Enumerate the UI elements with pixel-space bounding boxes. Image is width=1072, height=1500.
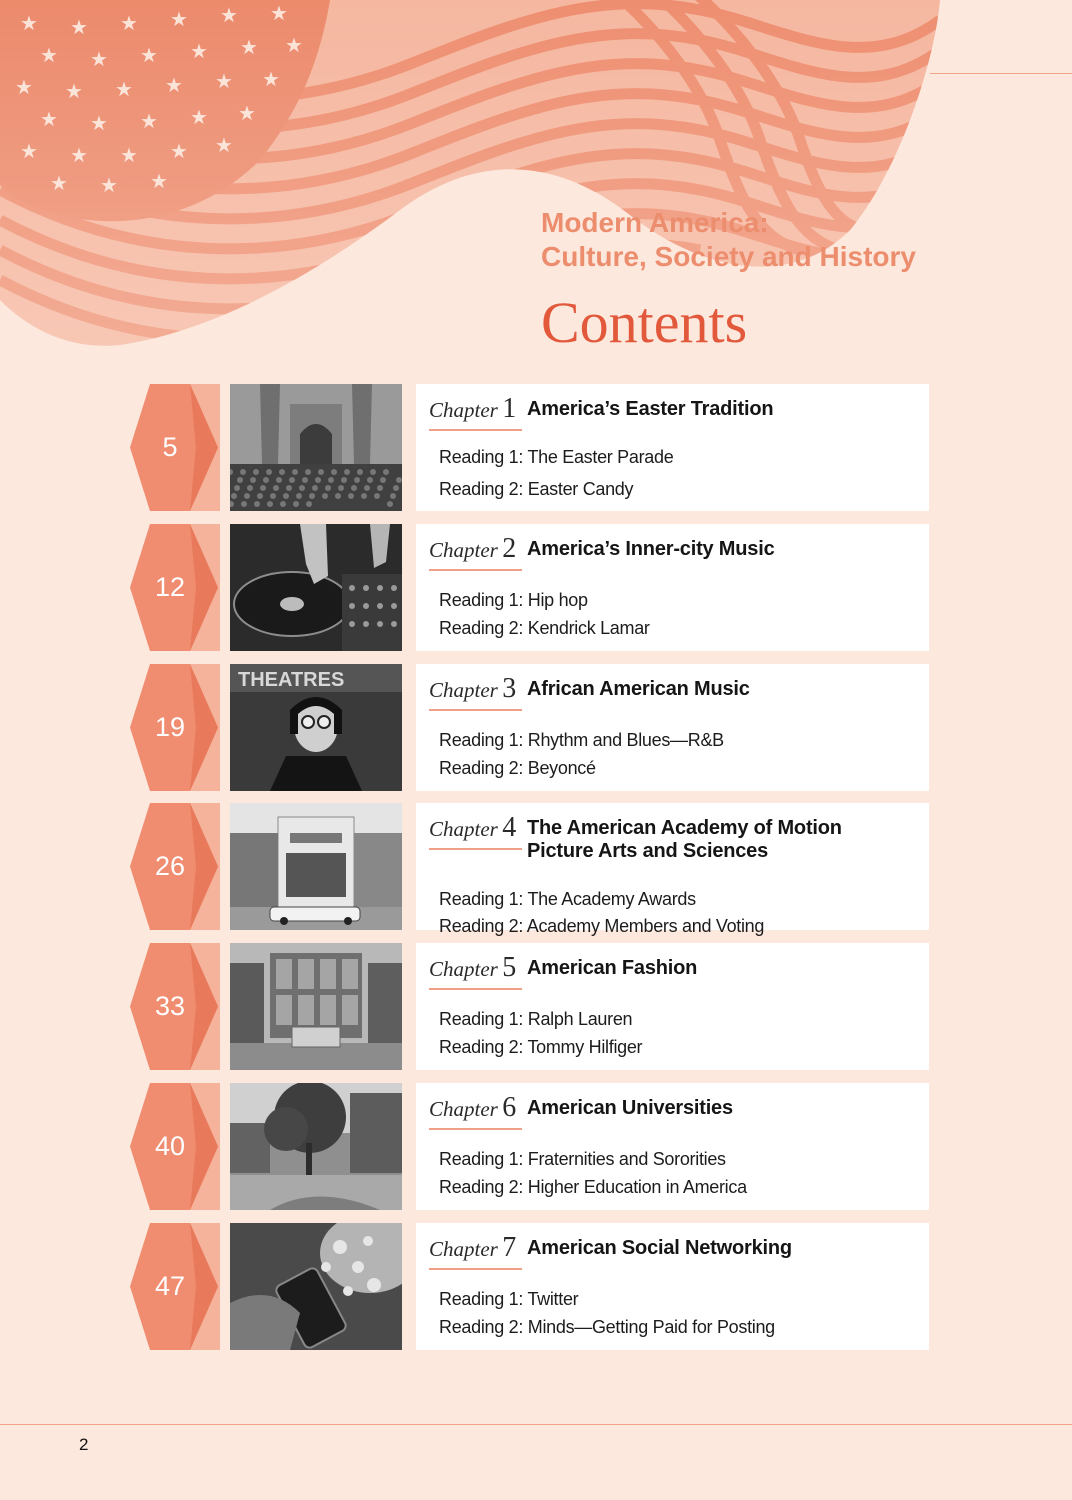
chapter-title: American Fashion	[527, 957, 698, 980]
page-title: Contents	[541, 290, 748, 355]
page-number: 2	[79, 1435, 89, 1454]
chapter-number: 7	[502, 1231, 517, 1263]
page-number-tab: 19	[154, 711, 186, 742]
chapter-card[interactable]	[416, 803, 929, 937]
reading-1[interactable]: Reading 1: The Academy Awards	[439, 889, 696, 910]
reading-1[interactable]: Reading 1: Fraternities and Sororities	[439, 1149, 726, 1169]
reading-2[interactable]: Reading 2: Kendrick Lamar	[439, 617, 650, 638]
chapter-card[interactable]	[416, 943, 929, 1070]
chapter-number: 4	[502, 812, 517, 844]
chapter-number: 1	[502, 393, 517, 424]
smartphone-social-photo	[230, 1223, 402, 1350]
page-number-tab: 26	[154, 851, 186, 882]
reading-1[interactable]: Reading 1: Hip hop	[439, 589, 588, 610]
top-rule	[930, 73, 1072, 74]
page-number-tab: 40	[154, 1131, 186, 1161]
chapter-card[interactable]	[416, 524, 929, 651]
chapter-row	[0, 524, 1072, 651]
chapter-word: Chapter	[429, 1236, 498, 1261]
page-number-tab: 12	[154, 571, 186, 602]
chapter-underline	[429, 569, 522, 571]
chapter-card[interactable]	[416, 384, 929, 511]
chapter-row	[0, 1223, 1072, 1350]
chapter-row	[0, 803, 1072, 937]
reading-1[interactable]: Reading 1: Rhythm and Blues—R&B	[439, 729, 724, 750]
reading-2[interactable]: Reading 2: Easter Candy	[439, 479, 634, 499]
singer-headphones-photo	[230, 664, 402, 791]
chapter-label	[429, 813, 527, 847]
dolby-theatre-photo	[230, 803, 402, 930]
chapter-word: Chapter	[429, 537, 498, 562]
university-campus-photo	[230, 1083, 402, 1210]
chapter-title: American Universities	[527, 1097, 733, 1119]
reading-2[interactable]: Reading 2: Minds—Getting Paid for Posting	[439, 1316, 775, 1337]
chapter-title: The American Academy of Motion Picture Arts and Sciences	[527, 817, 842, 863]
chapter-card[interactable]	[416, 1083, 929, 1210]
chapter-title: America’s Easter Tradition	[527, 398, 774, 420]
chapter-underline	[429, 848, 522, 850]
chapter-word: Chapter	[429, 1097, 498, 1121]
chapter-underline	[429, 988, 522, 990]
chapter-underline	[429, 709, 522, 711]
chapter-number: 5	[502, 952, 517, 984]
cathedral-crowd-photo	[230, 384, 402, 511]
chapter-underline	[429, 1268, 522, 1270]
chapter-label	[429, 1233, 527, 1267]
chapter-number: 6	[502, 1092, 517, 1123]
chapter-title: America’s Inner-city Music	[527, 537, 775, 560]
chapter-title: American Social Networking	[527, 1236, 792, 1259]
dj-turntable-photo	[230, 524, 402, 651]
chapter-word: Chapter	[429, 677, 498, 702]
chapter-underline	[429, 1128, 522, 1130]
chapter-number: 2	[502, 532, 517, 564]
chapter-underline	[429, 429, 522, 431]
subtitle-line-2: Culture, Society and History	[541, 241, 916, 272]
chapter-card[interactable]	[416, 1223, 929, 1350]
reading-2[interactable]: Reading 2: Beyoncé	[439, 757, 596, 778]
svg-text:THEATRES: THEATRES	[238, 668, 345, 691]
clothing-store-photo	[230, 943, 402, 1070]
chapter-number: 3	[502, 672, 517, 704]
chapter-card[interactable]	[416, 664, 929, 791]
chapter-label	[429, 674, 527, 708]
chapter-word: Chapter	[429, 398, 498, 422]
reading-1[interactable]: Reading 1: Ralph Lauren	[439, 1009, 633, 1030]
subtitle-line-1: Modern America:	[541, 207, 769, 238]
chapter-word: Chapter	[429, 817, 498, 842]
chapter-row	[0, 664, 1072, 791]
chapter-row	[0, 943, 1072, 1070]
chapter-row	[0, 1083, 1072, 1210]
chapter-label	[429, 394, 527, 428]
reading-2[interactable]: Reading 2: Higher Education in America	[439, 1177, 747, 1197]
chapter-label	[429, 953, 527, 987]
page-number-tab: 47	[154, 1270, 186, 1301]
chapter-word: Chapter	[429, 957, 498, 982]
bottom-rule	[0, 1424, 1072, 1425]
reading-2[interactable]: Reading 2: Tommy Hilfiger	[439, 1037, 643, 1058]
chapter-label	[429, 534, 527, 568]
reading-1[interactable]: Reading 1: Twitter	[439, 1288, 579, 1309]
reading-1[interactable]: Reading 1: The Easter Parade	[439, 447, 674, 467]
page-number-tab: 33	[154, 991, 186, 1022]
chapter-label	[429, 1093, 527, 1127]
reading-2[interactable]: Reading 2: Academy Members and Voting	[439, 916, 765, 937]
page-number-tab: 5	[162, 432, 178, 462]
book-subtitle	[541, 206, 1041, 274]
chapter-title: African American Music	[527, 677, 750, 700]
american-flag-illustration	[0, 0, 950, 360]
chapter-row	[0, 384, 1072, 511]
